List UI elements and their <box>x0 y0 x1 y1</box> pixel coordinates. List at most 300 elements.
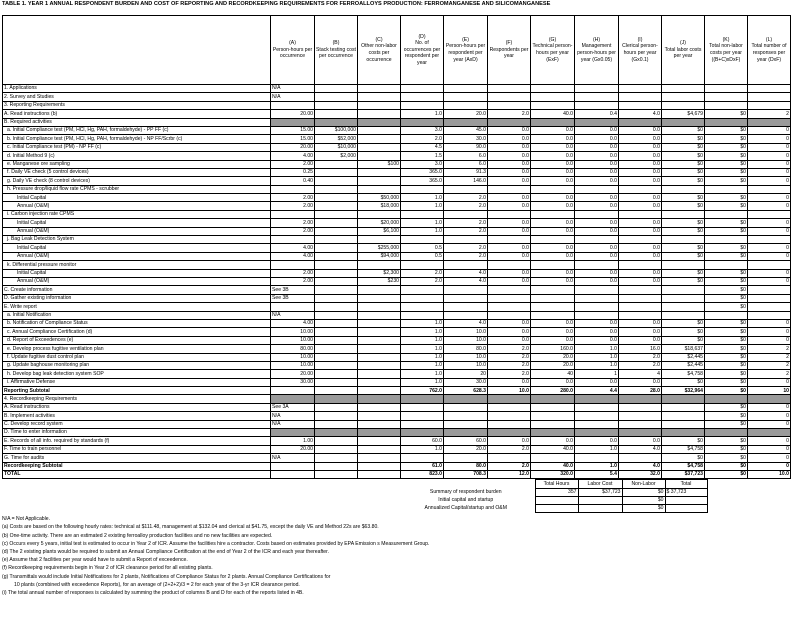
table-cell: 0.40 <box>271 177 315 185</box>
table-cell: $0 <box>662 244 705 252</box>
table-cell <box>748 210 791 218</box>
table-cell: $0 <box>705 168 748 176</box>
table-row <box>3 361 791 369</box>
row-label: D. Time to enter information <box>3 429 271 437</box>
table-cell: 2.0 <box>488 462 531 470</box>
table-cell: 2.0 <box>488 353 531 361</box>
table-cell <box>705 185 748 193</box>
table-cell: 1.0 <box>575 353 619 361</box>
summary-row <box>397 504 707 512</box>
table-cell <box>619 210 662 218</box>
table-cell <box>271 101 315 109</box>
row-label: j. Bag Leak Detection System <box>3 236 271 244</box>
table-row <box>3 277 791 285</box>
table-cell <box>315 236 358 244</box>
table-cell: 2.0 <box>444 194 488 202</box>
row-label: a. Initial Compliance test (PM, HCl, Hg, PAH, formaldehyde) - PP FF (c) <box>3 126 271 134</box>
table-cell: 146.0 <box>444 177 488 185</box>
column-header: (L) Total number of responses per year (DxF) <box>748 16 791 85</box>
table-cell <box>748 395 791 403</box>
table-cell: 0.0 <box>488 135 531 143</box>
table-cell: $0 <box>705 135 748 143</box>
table-cell: 0 <box>748 177 791 185</box>
table-cell: 2.0 <box>401 277 444 285</box>
table-cell: 1.0 <box>401 319 444 327</box>
row-label: 3. Reporting Requirements <box>3 101 271 109</box>
column-header: (D) No. of occurrences per respondent per year <box>401 16 444 85</box>
footnote: (a) Costs are based on the following hourly rates: technical at $111.48, management at $132.04 and clerical at $41.75, except the daily VE and Method 22s are $63.80. <box>2 524 379 531</box>
table-cell <box>575 286 619 294</box>
row-label: c. Annual Compliance Certification (d) <box>3 328 271 336</box>
table-cell <box>575 118 619 126</box>
table-cell: 0 <box>748 135 791 143</box>
table-cell <box>358 319 401 327</box>
table-row <box>3 152 791 160</box>
table-cell <box>315 93 358 101</box>
table-cell <box>662 395 705 403</box>
table-cell: 0.0 <box>488 336 531 344</box>
table-cell <box>705 311 748 319</box>
table-cell <box>358 286 401 294</box>
column-header: (I) Clerical person-hours per year (Gx0.1) <box>619 16 662 85</box>
table-cell <box>748 286 791 294</box>
table-cell: 0.0 <box>531 202 575 210</box>
table-cell: 10.00 <box>271 336 315 344</box>
table-cell <box>358 135 401 143</box>
table-cell: 3.0 <box>401 126 444 134</box>
table-cell: 4.0 <box>444 277 488 285</box>
table-cell: $4,758 <box>662 445 705 453</box>
table-cell: 40.0 <box>531 462 575 470</box>
table-cell <box>488 412 531 420</box>
table-cell: $0 <box>662 135 705 143</box>
table-cell <box>531 101 575 109</box>
table-cell: $0 <box>662 277 705 285</box>
table-cell: 280.0 <box>531 387 575 395</box>
table-cell: $18,637 <box>662 345 705 353</box>
summary-label: Initial capital and startup <box>397 496 535 504</box>
table-cell <box>619 294 662 302</box>
table-cell: $0 <box>662 454 705 462</box>
summary-cell <box>578 496 622 504</box>
table-cell <box>662 403 705 411</box>
table-cell: $100,000 <box>315 126 358 134</box>
row-label: i. Affirmative Defense <box>3 378 271 386</box>
table-row <box>3 227 791 235</box>
table-cell <box>315 85 358 93</box>
table-cell <box>401 395 444 403</box>
table-cell: 15.00 <box>271 135 315 143</box>
table-row <box>3 185 791 193</box>
table-cell: 2.0 <box>488 110 531 118</box>
table-cell: 0.0 <box>488 378 531 386</box>
table-cell <box>705 118 748 126</box>
table-cell <box>358 454 401 462</box>
table-cell <box>315 294 358 302</box>
table-row <box>3 445 791 453</box>
table-cell <box>401 261 444 269</box>
table-row <box>3 202 791 210</box>
table-cell: 1.0 <box>401 328 444 336</box>
table-cell: $4,679 <box>662 110 705 118</box>
table-cell <box>488 395 531 403</box>
table-cell <box>662 429 705 437</box>
table-cell: 0 <box>748 336 791 344</box>
table-cell <box>444 118 488 126</box>
table-cell <box>315 470 358 478</box>
row-label: g. Update baghouse monitoring plan <box>3 361 271 369</box>
table-cell: $0 <box>662 202 705 210</box>
table-cell <box>575 429 619 437</box>
table-cell: 0.0 <box>619 328 662 336</box>
table-cell: 0 <box>748 143 791 151</box>
table-cell: 0 <box>748 202 791 210</box>
table-cell: $0 <box>705 194 748 202</box>
table-cell: 0.0 <box>488 202 531 210</box>
table-cell: 1.0 <box>401 353 444 361</box>
table-cell: 0.0 <box>619 143 662 151</box>
table-cell: 0.0 <box>619 252 662 260</box>
table-cell <box>444 93 488 101</box>
table-cell: 365.0 <box>401 168 444 176</box>
row-label: D. Gather existing information <box>3 294 271 302</box>
table-cell: 0 <box>748 194 791 202</box>
table-cell <box>401 286 444 294</box>
table-cell: 20.00 <box>271 143 315 151</box>
table-cell: 4.4 <box>575 387 619 395</box>
summary-header: Total Hours <box>535 480 578 488</box>
table-cell <box>575 93 619 101</box>
table-cell: See 3A <box>271 403 315 411</box>
table-cell: 2 <box>748 353 791 361</box>
table-cell <box>488 261 531 269</box>
table-cell: 0.0 <box>619 177 662 185</box>
table-cell: N/A <box>271 85 315 93</box>
table-cell: $4,758 <box>662 462 705 470</box>
table-cell: 365.0 <box>401 177 444 185</box>
table-cell <box>401 429 444 437</box>
table-cell: 0.0 <box>619 160 662 168</box>
table-cell <box>619 101 662 109</box>
table-cell <box>401 85 444 93</box>
table-cell: 1.0 <box>401 378 444 386</box>
table-row <box>3 194 791 202</box>
table-cell <box>488 101 531 109</box>
table-cell: 0 <box>748 269 791 277</box>
column-header: (F) Respondents per year <box>488 16 531 85</box>
table-cell: $10,000 <box>315 143 358 151</box>
table-cell <box>358 236 401 244</box>
table-cell: 0.0 <box>531 437 575 445</box>
table-cell: 0.0 <box>619 437 662 445</box>
table-cell <box>748 118 791 126</box>
table-cell: 1.0 <box>575 345 619 353</box>
table-cell: 0.0 <box>575 135 619 143</box>
row-label: Annual (O&M) <box>3 277 271 285</box>
table-cell <box>315 303 358 311</box>
table-cell <box>315 420 358 428</box>
table-cell <box>662 93 705 101</box>
table-cell: $0 <box>662 269 705 277</box>
table-cell: 0.0 <box>488 194 531 202</box>
table-cell: 0 <box>748 412 791 420</box>
table-cell: 0 <box>748 437 791 445</box>
table-cell <box>444 261 488 269</box>
table-cell <box>315 101 358 109</box>
row-label: f. Update fugitive dust control plan <box>3 353 271 361</box>
table-cell: $0 <box>705 177 748 185</box>
table-cell <box>358 110 401 118</box>
row-label: A. Read instructions (b) <box>3 110 271 118</box>
table-cell <box>531 420 575 428</box>
table-cell <box>315 378 358 386</box>
table-cell <box>358 403 401 411</box>
table-cell: $0 <box>705 336 748 344</box>
table-cell: 0 <box>748 445 791 453</box>
table-cell: 0.0 <box>531 135 575 143</box>
table-row <box>3 85 791 93</box>
row-label: A. Read instructions <box>3 403 271 411</box>
table-cell: 0.5 <box>401 252 444 260</box>
table-cell: 0.0 <box>488 219 531 227</box>
summary-cell <box>665 496 707 504</box>
row-label: i. Carbon injection rate CPMS <box>3 210 271 218</box>
table-cell: 30.0 <box>444 135 488 143</box>
table-cell: 0.0 <box>531 126 575 134</box>
table-cell <box>315 370 358 378</box>
table-cell <box>531 286 575 294</box>
table-cell: $230 <box>358 277 401 285</box>
table-cell: 0.0 <box>575 126 619 134</box>
table-cell <box>619 85 662 93</box>
table-cell: $0 <box>662 437 705 445</box>
table-cell: 0.25 <box>271 168 315 176</box>
table-cell: $0 <box>705 110 748 118</box>
table-cell: 0.0 <box>619 168 662 176</box>
table-cell: 10.00 <box>271 353 315 361</box>
table-cell <box>531 412 575 420</box>
table-cell <box>748 101 791 109</box>
column-header: (E) Person-hours per respondent per year (AxD) <box>444 16 488 85</box>
table-cell: 10.0 <box>444 328 488 336</box>
table-cell <box>315 286 358 294</box>
table-cell: 2.00 <box>271 227 315 235</box>
table-cell: 2.0 <box>401 269 444 277</box>
summary-body <box>397 480 707 513</box>
table-cell <box>444 403 488 411</box>
table-cell <box>705 261 748 269</box>
table-cell <box>705 429 748 437</box>
summary-cell <box>578 504 622 512</box>
table-cell: $0 <box>662 168 705 176</box>
table-row <box>3 261 791 269</box>
table-cell <box>619 185 662 193</box>
table-cell <box>531 236 575 244</box>
table-cell <box>401 236 444 244</box>
table-cell: $0 <box>705 345 748 353</box>
row-label: b. Initial Compliance test (PM, HCl, Hg, PAH, formaldehyde) - NP FF/Scrbr (c) <box>3 135 271 143</box>
table-cell: 2.00 <box>271 219 315 227</box>
table-cell <box>488 303 531 311</box>
table-cell: 0.0 <box>488 126 531 134</box>
row-label: h. Pressure drop/liquid flow rate CPMS - scrubber <box>3 185 271 193</box>
table-cell: 762.0 <box>401 387 444 395</box>
table-cell: 0 <box>748 252 791 260</box>
footnote: (d) The 2 existing plants would be required to submit an Annual Compliance Certification at the end of Year 2 of the ICR and each year thereafter. <box>2 548 329 555</box>
table-cell: $0 <box>662 336 705 344</box>
table-cell: 0.0 <box>488 328 531 336</box>
table-cell <box>315 387 358 395</box>
table-row <box>3 236 791 244</box>
table-cell <box>488 85 531 93</box>
table-cell: 0.0 <box>575 219 619 227</box>
table-cell: $0 <box>662 319 705 327</box>
table-cell: 20.00 <box>271 110 315 118</box>
table-cell: $50,000 <box>358 194 401 202</box>
table-cell: 4.00 <box>271 152 315 160</box>
table-cell <box>619 118 662 126</box>
table-cell <box>315 403 358 411</box>
table-cell: $0 <box>662 126 705 134</box>
table-cell <box>444 311 488 319</box>
table-cell <box>358 420 401 428</box>
table-row <box>3 143 791 151</box>
table-cell: 0 <box>748 462 791 470</box>
row-label: E. Write report <box>3 303 271 311</box>
table-cell: 2.0 <box>444 252 488 260</box>
table-cell: 0.0 <box>531 194 575 202</box>
row-label: k. Differential pressure monitor <box>3 261 271 269</box>
table-cell: 2.0 <box>444 244 488 252</box>
table-cell: 4 <box>619 370 662 378</box>
table-cell <box>619 286 662 294</box>
table-cell: 0.0 <box>531 378 575 386</box>
table-cell: 0.0 <box>488 319 531 327</box>
table-cell: N/A <box>271 311 315 319</box>
table-cell: 1.00 <box>271 437 315 445</box>
header-row <box>3 16 791 85</box>
row-label: g. Daily VE check (8 control devices) <box>3 177 271 185</box>
table-cell: $2,300 <box>358 269 401 277</box>
table-cell: $0 <box>705 227 748 235</box>
table-cell: $0 <box>705 202 748 210</box>
table-cell <box>705 101 748 109</box>
table-cell <box>531 429 575 437</box>
summary-row <box>397 488 707 496</box>
table-cell: 1.0 <box>401 336 444 344</box>
column-header <box>3 16 271 85</box>
row-label: TOTAL <box>3 470 271 478</box>
table-cell: $0 <box>662 378 705 386</box>
row-label: C. Create information <box>3 286 271 294</box>
table-cell: 4.00 <box>271 252 315 260</box>
table-cell: 4.00 <box>271 319 315 327</box>
table-cell: 2.00 <box>271 202 315 210</box>
table-row <box>3 353 791 361</box>
table-cell <box>575 185 619 193</box>
table-cell <box>662 85 705 93</box>
table-cell: 40.0 <box>531 110 575 118</box>
table-cell <box>705 85 748 93</box>
row-label: 2. Survey and Studies <box>3 93 271 101</box>
table-body <box>3 85 791 479</box>
table-cell: $2,000 <box>315 152 358 160</box>
table-cell <box>315 227 358 235</box>
row-label: 4. Recordkeeping Requirements <box>3 395 271 403</box>
table-cell: $0 <box>662 328 705 336</box>
table-cell <box>315 311 358 319</box>
table-cell: 3.0 <box>401 160 444 168</box>
summary-header-row <box>397 480 707 488</box>
table-cell: 0.0 <box>575 328 619 336</box>
summary-table <box>397 479 708 513</box>
table-cell <box>619 311 662 319</box>
table-row <box>3 118 791 126</box>
table-header <box>3 16 791 85</box>
table-row <box>3 378 791 386</box>
table-cell: 0.0 <box>531 252 575 260</box>
table-cell <box>358 361 401 369</box>
table-cell: $4,758 <box>662 370 705 378</box>
table-cell: $6,100 <box>358 227 401 235</box>
footnote: (c) Occurs every 5 years, initial test is estimated to occur in Year 2 of ICR. Assume the facilities hire a contractor. Costs based on estimates provided by EPA Emission s Measurement Group. <box>2 540 430 547</box>
table-cell <box>662 286 705 294</box>
table-cell <box>358 395 401 403</box>
table-cell <box>531 185 575 193</box>
table-cell: 1.0 <box>575 361 619 369</box>
footnote: 10 plants (combined with exceedence Reports), for an average of (2+2+2)/3 = 2 for each year of the 3-yr ICR clearance period. <box>14 581 300 588</box>
table-cell <box>401 454 444 462</box>
table-cell: 0 <box>748 244 791 252</box>
summary-label: Summary of respondent burden <box>397 488 535 496</box>
table-cell <box>315 185 358 193</box>
table-cell <box>531 261 575 269</box>
table-cell: 16.0 <box>619 345 662 353</box>
table-cell: 28.0 <box>619 387 662 395</box>
footnotes <box>2 515 789 597</box>
table-cell: 20.0 <box>531 353 575 361</box>
table-cell: 0.0 <box>619 219 662 227</box>
table-cell <box>271 118 315 126</box>
table-cell <box>358 185 401 193</box>
row-label: Recordkeeping Subtotal <box>3 462 271 470</box>
table-cell: $0 <box>705 403 748 411</box>
table-row <box>3 336 791 344</box>
row-label: f. Daily VE check (5 control devices) <box>3 168 271 176</box>
table-row <box>3 387 791 395</box>
table-row <box>3 101 791 109</box>
table-cell: 2.00 <box>271 160 315 168</box>
table-cell <box>662 118 705 126</box>
table-cell <box>358 370 401 378</box>
table-cell <box>619 261 662 269</box>
burden-table <box>2 15 791 479</box>
table-cell: 10.0 <box>444 336 488 344</box>
table-cell: N/A <box>271 420 315 428</box>
table-cell: 0 <box>748 328 791 336</box>
table-cell <box>531 454 575 462</box>
table-cell <box>705 93 748 101</box>
table-row <box>3 244 791 252</box>
table-cell <box>444 101 488 109</box>
summary-cell: $0 <box>622 496 665 504</box>
table-cell: 15.00 <box>271 126 315 134</box>
table-cell: 10.00 <box>271 328 315 336</box>
table-cell <box>358 328 401 336</box>
table-cell: 45.0 <box>444 126 488 134</box>
table-cell: 0 <box>748 227 791 235</box>
table-cell: 4.0 <box>444 269 488 277</box>
